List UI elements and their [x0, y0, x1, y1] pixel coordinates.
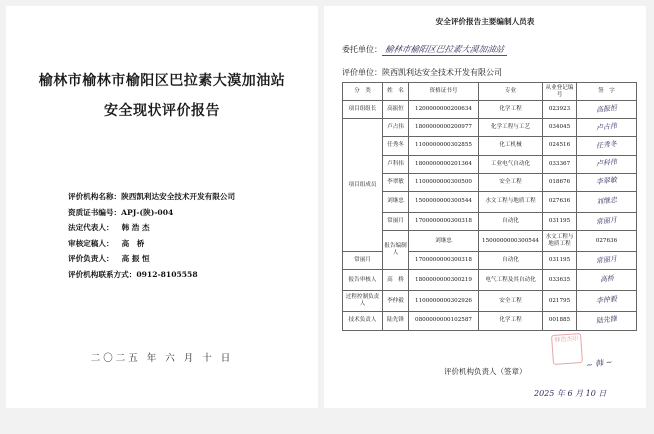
major-cell: 工业电气自动化: [479, 155, 543, 173]
category-cell: 技术负责人: [343, 312, 383, 330]
institution-head-signature-line: [444, 366, 527, 377]
cert-cell: 1100000000300500: [409, 173, 479, 191]
reg-cell: 031195: [543, 212, 577, 230]
handwritten-signature: 高振恒: [595, 103, 618, 114]
reg-cell: 034045: [543, 119, 577, 137]
unit-row: [342, 67, 502, 78]
unit-value: 陕西凯利达安全技术开发有限公司: [382, 68, 502, 77]
cert-cell: 1500000000300544: [409, 191, 479, 212]
unit-label: 评价单位：: [342, 68, 382, 77]
col-header: 专业: [479, 83, 543, 101]
table-row: [343, 291, 637, 312]
signature-cell: [577, 291, 637, 312]
major-cell: 水文工程与地质工程: [543, 231, 577, 252]
info-value: 韩 浩 杰: [121, 223, 150, 232]
signature-cell: [577, 101, 637, 119]
category-cell: 项目组成员: [343, 119, 383, 252]
col-header: 姓 名: [383, 83, 409, 101]
category-cell: 报告审核人: [343, 270, 383, 291]
staff-table: [342, 82, 637, 331]
cert-cell: 1500000000300544: [479, 231, 543, 252]
footer-date-text: 2025 年 6 月 10 日: [534, 389, 607, 398]
name-cell: 卢占伟: [383, 119, 409, 137]
reg-cell: 018676: [543, 173, 577, 191]
client-label: 委托单位：: [342, 45, 382, 54]
table-row: [343, 191, 637, 212]
category-cell: 报告编制人: [383, 231, 409, 270]
info-value: 高 桥: [121, 238, 145, 248]
major-cell: 安全工程: [479, 173, 543, 191]
footer-label: 评价机构负责人（签章）: [444, 367, 527, 376]
major-cell: 电气工程及其自动化: [479, 270, 543, 291]
info-value: 0912-8105558: [136, 269, 198, 279]
info-row-legal: [68, 220, 308, 236]
cover-page: [6, 6, 318, 408]
signature-cell: [577, 252, 637, 270]
name-cell: 陆先锋: [383, 312, 409, 330]
cert-cell: 1100000000302855: [409, 137, 479, 155]
head-signature: ~ 韩 ~: [585, 357, 613, 370]
info-label: 审核定稿人：: [68, 238, 114, 248]
handwritten-signature: 卢占伟: [595, 121, 618, 132]
client-row: [342, 43, 507, 56]
table-row: [343, 312, 637, 330]
table-row: [343, 173, 637, 191]
info-label: 资质证书编号：: [68, 207, 122, 217]
info-label: 评价机构名称：: [68, 192, 122, 201]
signature-cell: [577, 312, 637, 330]
reg-cell: 024516: [543, 137, 577, 155]
name-cell: 常丽月: [343, 252, 383, 270]
info-value: APJ-(陕)-004: [121, 207, 174, 217]
signature-cell: [577, 270, 637, 291]
roster-title: 安全评价报告主要编制人员表: [435, 17, 535, 26]
major-cell: 化学工程: [479, 101, 543, 119]
info-row-contact: [68, 267, 308, 283]
info-row-lead: [68, 251, 308, 267]
info-row-reviewer: [68, 236, 308, 252]
name-cell: 李仲毅: [383, 291, 409, 312]
report-title: 榆林市榆林市榆阳区巴拉素大漠加油站: [38, 73, 286, 89]
signature-cell: [577, 191, 637, 212]
cert-cell: 1200000000200634: [409, 101, 479, 119]
handwritten-signature: 卢科伟: [595, 158, 618, 169]
major-cell: 安全工程: [479, 291, 543, 312]
table-row: [343, 119, 637, 137]
info-label: 法定代表人：: [68, 223, 114, 232]
info-value: 高 振 恒: [121, 254, 150, 263]
cert-cell: 1800000000200977: [409, 119, 479, 137]
reg-cell: 031195: [543, 252, 577, 270]
reg-cell: 027636: [577, 231, 637, 252]
cert-cell: 0800000000102587: [409, 312, 479, 330]
table-row: [343, 212, 637, 230]
reg-cell: 033367: [543, 155, 577, 173]
table-row: [343, 155, 637, 173]
reg-cell: 033635: [543, 270, 577, 291]
staff-roster-page: [324, 6, 646, 408]
name-cell: 刘继忠: [383, 191, 409, 212]
handwritten-signature: 陆先锋: [595, 314, 618, 325]
handwritten-signature: 李翠敏: [595, 176, 618, 187]
info-label: 评价机构联系方式：: [68, 269, 137, 279]
cert-cell: 1800000000201364: [409, 155, 479, 173]
name-cell: 常丽月: [383, 212, 409, 230]
major-cell: 自动化: [479, 212, 543, 230]
organization-info: [68, 189, 308, 282]
col-header: 分 类: [343, 83, 383, 101]
signature-cell: [577, 155, 637, 173]
table-row: [343, 231, 637, 252]
red-seal-stamp: 韩浩杰印: [551, 333, 583, 365]
name-cell: 高 桥: [383, 270, 409, 291]
signature-cell: [577, 173, 637, 191]
major-cell: 水文工程与地质工程: [479, 191, 543, 212]
footer-date: [534, 388, 606, 399]
report-subtitle: 安全现状评价报告: [104, 103, 220, 119]
cert-cell: 1700000000300318: [409, 212, 479, 230]
name-cell: 刘继忠: [409, 231, 479, 252]
handwritten-signature: 常丽月: [595, 215, 618, 226]
signature-cell: [577, 119, 637, 137]
name-cell: 任秀冬: [383, 137, 409, 155]
reg-cell: 027636: [543, 191, 577, 212]
table-row: [343, 101, 637, 119]
info-row-cert: [68, 205, 308, 221]
col-header: 从业登记编号: [543, 83, 577, 101]
client-handwritten-value: 榆林市榆阳区巴拉素大漠加油站: [383, 45, 505, 55]
major-cell: 自动化: [479, 252, 543, 270]
info-value: 陕西凯利达安全技术开发有限公司: [121, 192, 236, 201]
major-cell: 化学工程与工艺: [479, 119, 543, 137]
handwritten-signature: 李仲毅: [595, 295, 618, 306]
table-row: [343, 270, 637, 291]
cert-cell: 1100000000302926: [409, 291, 479, 312]
handwritten-signature: 任秀冬: [595, 139, 618, 151]
info-row-org: [68, 189, 308, 205]
cover-date: 二〇二五 年 六 月 十 日: [90, 353, 234, 364]
category-cell: 过程控制负责人: [343, 291, 383, 312]
handwritten-signature: 刘继忠: [595, 195, 618, 207]
reg-cell: 023923: [543, 101, 577, 119]
info-label: 评价负责人：: [68, 254, 114, 263]
signature-cell: [577, 137, 637, 155]
name-cell: 高振恒: [383, 101, 409, 119]
name-cell: 李翠敏: [383, 173, 409, 191]
major-cell: 化学工程: [479, 312, 543, 330]
signature-cell: [577, 212, 637, 230]
name-cell: 卢科伟: [383, 155, 409, 173]
col-header: 签 字: [577, 83, 637, 101]
major-cell: 化工机械: [479, 137, 543, 155]
reg-cell: 001885: [543, 312, 577, 330]
category-cell: 项目组组长: [343, 101, 383, 119]
table-row: [343, 137, 637, 155]
handwritten-signature: 常丽月: [595, 254, 618, 265]
cert-cell: 1800000000300219: [409, 270, 479, 291]
reg-cell: 021795: [543, 291, 577, 312]
col-header: 资格证书号: [409, 83, 479, 101]
cert-cell: 1700000000300318: [409, 252, 479, 270]
handwritten-signature: 高桥: [599, 274, 614, 285]
